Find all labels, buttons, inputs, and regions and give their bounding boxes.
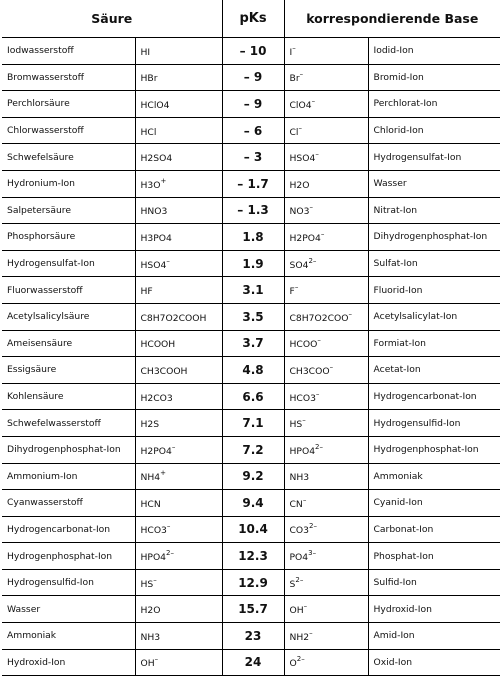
acid-name-cell: Ammoniak — [2, 623, 135, 650]
acid-formula-cell-text: H2CO3 — [140, 392, 173, 404]
acid-formula-cell-text: H2SO4 — [140, 153, 173, 165]
base-formula-cell-charge: – — [348, 309, 352, 318]
acid-name-cell: Iodwasserstoff — [2, 38, 135, 65]
acid-name-cell: Fluorwasserstoff — [2, 277, 135, 304]
base-name-cell: Acetat-Ion — [368, 357, 500, 384]
pks-value-cell: 6.6 — [222, 383, 284, 410]
base-formula-cell-charge: – — [311, 96, 316, 105]
pks-value-cell: 3.1 — [222, 277, 284, 304]
base-formula-cell — [284, 357, 368, 384]
acid-formula-cell-text: HBr — [140, 73, 158, 85]
base-name-cell: Hydrogensulfat-Ion — [368, 144, 500, 171]
base-formula-cell — [284, 170, 368, 197]
acid-name-cell: Essigsäure — [2, 357, 135, 384]
acid-name-cell: Hydrogensulfid-Ion — [2, 569, 135, 596]
acid-formula-cell — [135, 91, 222, 118]
table-row — [2, 91, 500, 118]
acid-formula-cell-text: HF — [140, 286, 153, 298]
acid-name-cell: Bromwasserstoff — [2, 64, 135, 91]
acid-name-cell: Schwefelwasserstoff — [2, 410, 135, 437]
base-formula-cell-charge: 3– — [308, 549, 317, 558]
acid-formula-cell-text: HPO4 — [140, 552, 167, 564]
acid-formula-cell — [135, 170, 222, 197]
table-row — [2, 649, 500, 676]
base-formula-cell-text: O — [289, 658, 297, 670]
acid-formula-cell-charge: – — [166, 256, 170, 265]
base-formula-cell-text: Br — [289, 73, 300, 85]
acid-formula-cell-text: HCN — [140, 498, 161, 510]
base-formula-cell — [284, 330, 368, 357]
pks-value-cell: 3.5 — [222, 303, 284, 330]
table-row — [2, 330, 500, 357]
base-name-cell: Nitrat-Ion — [368, 197, 500, 224]
base-formula-cell — [284, 38, 368, 65]
table-row — [2, 357, 500, 384]
base-formula-cell-charge: – — [315, 150, 319, 159]
base-formula-cell-text: C8H7O2COO — [289, 312, 349, 324]
acid-name-cell: Acetylsalicylsäure — [2, 303, 135, 330]
acid-name-cell: Hydronium-Ion — [2, 170, 135, 197]
acid-formula-cell-text: C8H7O2COOH — [140, 312, 207, 324]
base-formula-cell-text: CN — [289, 498, 303, 510]
base-formula-cell — [284, 250, 368, 277]
base-formula-cell-text: OH — [289, 605, 304, 617]
acid-formula-cell — [135, 463, 222, 490]
base-name-cell: Hydrogenphosphat-Ion — [368, 436, 500, 463]
base-formula-cell-text: H2PO4 — [289, 232, 321, 244]
base-formula-cell — [284, 303, 368, 330]
acid-formula-cell-text: HClO4 — [140, 99, 170, 111]
acid-formula-cell-text: HI — [140, 46, 151, 58]
base-formula-cell-text: PO4 — [289, 552, 309, 564]
base-formula-cell — [284, 543, 368, 570]
acid-formula-cell — [135, 596, 222, 623]
pks-value-cell: 10.4 — [222, 516, 284, 543]
base-header: korrespondierende Base — [284, 0, 500, 38]
base-name-cell: Chlorid-Ion — [368, 117, 500, 144]
acid-name-cell: Kohlensäure — [2, 383, 135, 410]
acid-name-cell: Cyanwasserstoff — [2, 490, 135, 517]
pks-value-cell: – 6 — [222, 117, 284, 144]
base-formula-cell-charge: 2– — [309, 522, 317, 531]
acid-formula-cell — [135, 64, 222, 91]
base-name-cell: Hydroxid-Ion — [368, 596, 500, 623]
acid-formula-cell — [135, 516, 222, 543]
table-row — [2, 224, 500, 251]
table-row — [2, 303, 500, 330]
acid-formula-cell — [135, 117, 222, 144]
base-name-cell: Wasser — [368, 170, 500, 197]
pks-value-cell: – 3 — [222, 144, 284, 171]
acid-name-cell: Phosphorsäure — [2, 224, 135, 251]
acid-formula-cell-text: NH4 — [140, 472, 161, 484]
base-formula-cell-text: HS — [289, 419, 303, 431]
base-formula-cell — [284, 649, 368, 676]
base-formula-cell-text: Cl — [289, 126, 299, 138]
pks-value-cell: – 10 — [222, 38, 284, 65]
acid-formula-cell-charge: – — [171, 442, 176, 451]
acid-formula-cell — [135, 436, 222, 463]
acid-formula-cell-text: H2PO4 — [140, 445, 172, 457]
acid-formula-cell-text: HCO3 — [140, 525, 167, 537]
acid-formula-cell — [135, 623, 222, 650]
table-row — [2, 64, 500, 91]
acid-formula-cell — [135, 330, 222, 357]
base-formula-cell-text: HCO3 — [289, 392, 316, 404]
acid-formula-cell-text: HNO3 — [140, 206, 168, 218]
acid-formula-cell — [135, 357, 222, 384]
base-formula-cell-text: CO3 — [289, 525, 310, 537]
base-name-cell: Hydrogencarbonat-Ion — [368, 383, 500, 410]
base-name-cell: Sulfid-Ion — [368, 569, 500, 596]
table-row — [2, 569, 500, 596]
base-formula-cell — [284, 436, 368, 463]
acid-formula-cell-charge: – — [153, 575, 157, 584]
acid-name-cell: Hydrogenphosphat-Ion — [2, 543, 135, 570]
acid-formula-cell — [135, 144, 222, 171]
acid-formula-cell — [135, 543, 222, 570]
acid-formula-cell-charge: – — [154, 655, 159, 664]
pks-value-cell: 23 — [222, 623, 284, 650]
header-row — [2, 0, 500, 38]
acid-formula-cell — [135, 277, 222, 304]
acid-formula-cell-text: H2O — [140, 605, 161, 617]
pks-value-cell: – 9 — [222, 64, 284, 91]
acid-formula-cell — [135, 224, 222, 251]
base-formula-cell-charge: – — [302, 416, 306, 425]
acid-formula-cell — [135, 38, 222, 65]
table-body — [2, 38, 500, 676]
acid-formula-cell-text: HS — [140, 578, 154, 590]
table-row — [2, 170, 500, 197]
base-name-cell: Formiat-Ion — [368, 330, 500, 357]
base-formula-cell-text: CH3COO — [289, 365, 330, 377]
base-formula-cell-charge: 2– — [295, 575, 304, 584]
base-formula-cell-text: HSO4 — [289, 153, 316, 165]
pks-value-cell: 15.7 — [222, 596, 284, 623]
pks-value-cell: 24 — [222, 649, 284, 676]
base-formula-cell-text: NO3 — [289, 206, 310, 218]
base-formula-cell — [284, 117, 368, 144]
base-formula-cell-text: I — [289, 46, 293, 58]
table-row — [2, 490, 500, 517]
base-formula-cell-charge: – — [309, 203, 313, 212]
base-formula-cell — [284, 277, 368, 304]
acid-formula-cell — [135, 383, 222, 410]
base-name-cell: Ammoniak — [368, 463, 500, 490]
acid-formula-cell-text: NH3 — [140, 631, 161, 643]
pks-value-cell: 7.1 — [222, 410, 284, 437]
base-formula-cell — [284, 144, 368, 171]
base-formula-cell-text: S — [289, 578, 296, 590]
table-row — [2, 117, 500, 144]
acid-name-cell: Salpetersäure — [2, 197, 135, 224]
pks-value-cell: 7.2 — [222, 436, 284, 463]
table-row — [2, 436, 500, 463]
base-formula-cell-charge: – — [309, 628, 313, 637]
base-formula-cell-charge: – — [303, 602, 308, 611]
acid-name-cell: Hydrogensulfat-Ion — [2, 250, 135, 277]
base-name-cell: Cyanid-Ion — [368, 490, 500, 517]
base-formula-cell-text: HPO4 — [289, 445, 316, 457]
base-name-cell: Dihydrogenphosphat-Ion — [368, 224, 500, 251]
pks-value-cell: 4.8 — [222, 357, 284, 384]
base-formula-cell-charge: – — [294, 283, 299, 292]
acid-name-cell: Perchlorsäure — [2, 91, 135, 118]
acid-formula-cell — [135, 197, 222, 224]
acid-formula-cell-charge: + — [160, 469, 167, 478]
base-formula-cell-charge: – — [302, 495, 307, 504]
base-formula-cell — [284, 224, 368, 251]
pks-value-cell: – 9 — [222, 91, 284, 118]
base-formula-cell — [284, 623, 368, 650]
table-row — [2, 463, 500, 490]
pks-value-cell: 9.4 — [222, 490, 284, 517]
base-formula-cell-charge: – — [329, 362, 334, 371]
pks-value-cell: 9.2 — [222, 463, 284, 490]
base-formula-cell — [284, 596, 368, 623]
base-name-cell: Iodid-Ion — [368, 38, 500, 65]
base-formula-cell-text: NH2 — [289, 631, 310, 643]
table-row — [2, 543, 500, 570]
acid-formula-cell-text: CH3COOH — [140, 365, 188, 377]
acid-formula-cell-text: HCOOH — [140, 339, 176, 351]
base-formula-cell-charge: – — [320, 229, 325, 238]
base-formula-cell — [284, 91, 368, 118]
base-formula-cell-charge: – — [317, 336, 321, 345]
base-formula-cell-charge: 2– — [296, 655, 305, 664]
acid-name-cell: Ameisensäure — [2, 330, 135, 357]
base-name-cell: Fluorid-Ion — [368, 277, 500, 304]
table-row — [2, 144, 500, 171]
pks-value-cell: – 1.3 — [222, 197, 284, 224]
acid-formula-cell-text: H3O — [140, 179, 161, 191]
pks-table — [2, 0, 500, 676]
base-formula-cell — [284, 490, 368, 517]
acid-name-cell: Schwefelsäure — [2, 144, 135, 171]
table-row — [2, 383, 500, 410]
acid-formula-cell-text: HSO4 — [140, 259, 167, 271]
acid-name-cell: Ammonium-Ion — [2, 463, 135, 490]
base-formula-cell-charge: – — [299, 70, 304, 79]
table-row — [2, 250, 500, 277]
base-name-cell: Bromid-Ion — [368, 64, 500, 91]
table-row — [2, 38, 500, 65]
pks-value-cell: 1.8 — [222, 224, 284, 251]
base-name-cell: Carbonat-Ion — [368, 516, 500, 543]
base-formula-cell-charge: – — [292, 43, 296, 52]
acid-formula-cell — [135, 410, 222, 437]
table-row — [2, 516, 500, 543]
acid-formula-cell-charge: + — [160, 176, 167, 185]
acid-formula-cell-text: HCl — [140, 126, 157, 138]
acid-name-cell: Chlorwasserstoff — [2, 117, 135, 144]
base-name-cell: Phosphat-Ion — [368, 543, 500, 570]
acid-name-cell: Dihydrogenphosphat-Ion — [2, 436, 135, 463]
acid-formula-cell-text: H2S — [140, 419, 160, 431]
table-row — [2, 623, 500, 650]
base-formula-cell-charge: 2– — [315, 442, 324, 451]
pks-value-cell: 12.3 — [222, 543, 284, 570]
acid-name-cell: Wasser — [2, 596, 135, 623]
base-formula-cell-text: ClO4 — [289, 99, 312, 111]
pks-value-cell: 3.7 — [222, 330, 284, 357]
acid-formula-cell-text: H3PO4 — [140, 232, 172, 244]
base-formula-cell-text: H2O — [289, 179, 310, 191]
base-name-cell: Hydrogensulfid-Ion — [368, 410, 500, 437]
base-formula-cell — [284, 463, 368, 490]
base-formula-cell-charge: – — [315, 389, 320, 398]
base-name-cell: Sulfat-Ion — [368, 250, 500, 277]
base-name-cell: Acetylsalicylat-Ion — [368, 303, 500, 330]
base-formula-cell-charge: – — [298, 123, 302, 132]
acid-formula-cell — [135, 250, 222, 277]
base-formula-cell-charge: 2– — [308, 256, 317, 265]
pks-value-cell: 1.9 — [222, 250, 284, 277]
pks-value-cell: 12.9 — [222, 569, 284, 596]
acid-formula-cell-text: OH — [140, 658, 155, 670]
base-formula-cell-text: HCOO — [289, 339, 318, 351]
pks-value-cell: – 1.7 — [222, 170, 284, 197]
table-row — [2, 410, 500, 437]
base-formula-cell-text: SO4 — [289, 259, 309, 271]
acid-formula-cell — [135, 569, 222, 596]
acid-name-cell: Hydrogencarbonat-Ion — [2, 516, 135, 543]
acid-formula-cell-charge: – — [166, 522, 171, 531]
base-formula-cell — [284, 64, 368, 91]
acid-formula-cell — [135, 303, 222, 330]
acid-header: Säure — [2, 0, 222, 38]
base-formula-cell-text: NH3 — [289, 472, 310, 484]
acid-formula-cell — [135, 490, 222, 517]
base-formula-cell-text: F — [289, 286, 295, 298]
base-formula-cell — [284, 569, 368, 596]
table-row — [2, 277, 500, 304]
acid-formula-cell-charge: 2– — [166, 549, 174, 558]
base-name-cell: Perchlorat-Ion — [368, 91, 500, 118]
base-formula-cell — [284, 516, 368, 543]
acid-formula-cell — [135, 649, 222, 676]
base-name-cell: Amid-Ion — [368, 623, 500, 650]
base-formula-cell — [284, 197, 368, 224]
table-row — [2, 596, 500, 623]
acid-name-cell: Hydroxid-Ion — [2, 649, 135, 676]
table-row — [2, 197, 500, 224]
base-formula-cell — [284, 383, 368, 410]
base-name-cell: Oxid-Ion — [368, 649, 500, 676]
base-formula-cell — [284, 410, 368, 437]
pks-header: pKs — [222, 0, 284, 38]
